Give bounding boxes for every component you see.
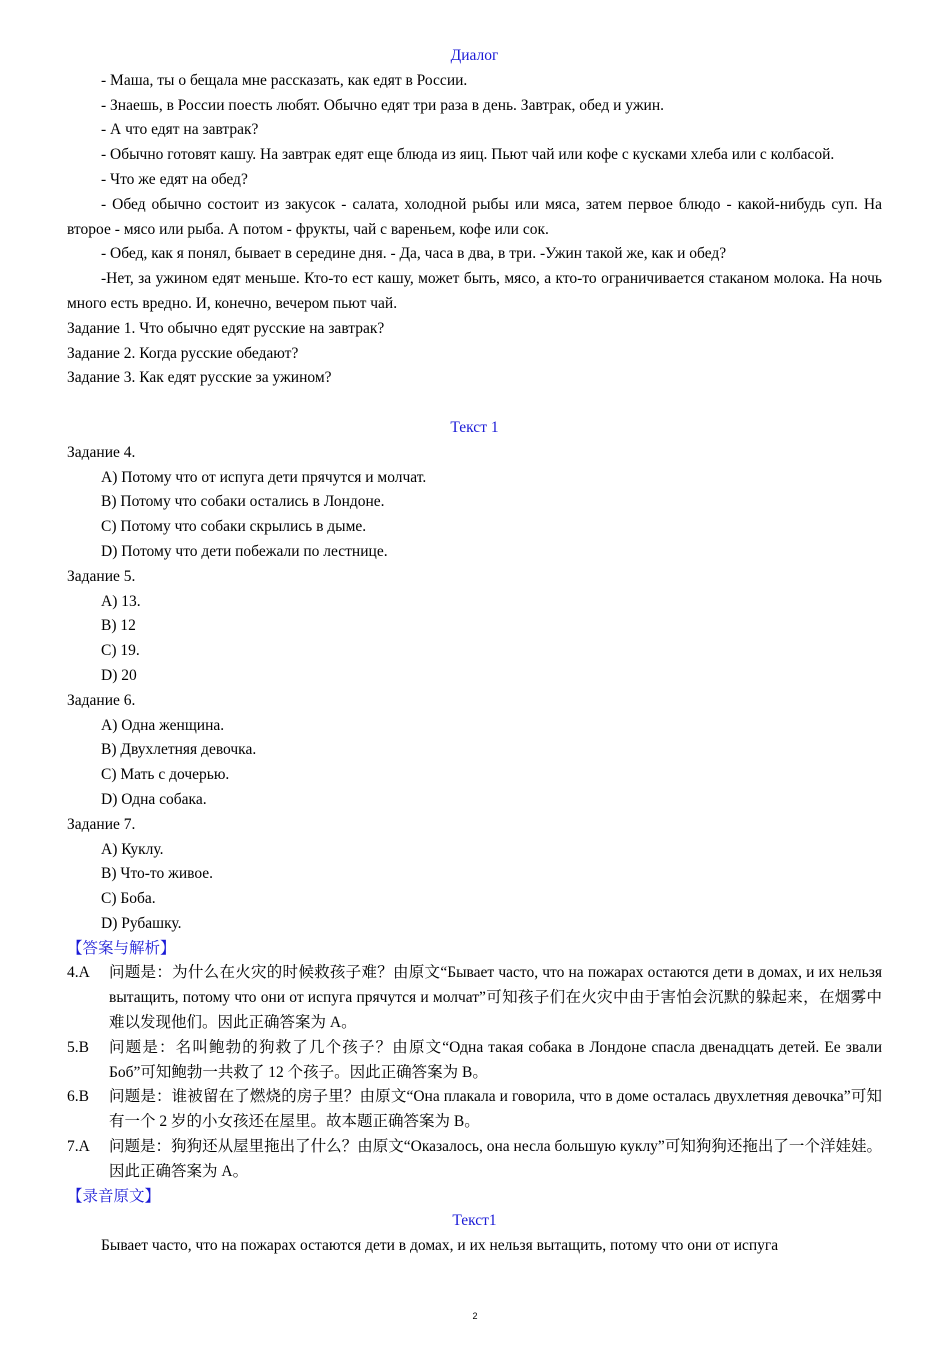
dialog-line: - Обед обычно состоит из закусок - салата, холодной рыбы или мяса, затем первое блюдо - какой-нибудь суп. На второе - мясо или рыба. А потом - фрукты, чай с вареньем, кофе или сок.: [67, 195, 882, 238]
question-option: B) Двухлетняя девочка.: [101, 741, 257, 759]
question-option: A) 13.: [101, 592, 141, 610]
answer-number: 4.A: [67, 964, 90, 982]
answer-number: 5.B: [67, 1038, 89, 1056]
answer-number: 7.A: [67, 1138, 90, 1156]
answer-number: 6.B: [67, 1088, 89, 1106]
answer-explanation: 问题是：为什么在火灾的时候救孩子难？由原文“Бывает часто, что на пожарах остаются дети в домах, и их нельзя вытащить, потому что они от испуга прячутся и молчат”可知孩子们在火灾中由于害怕会沉默的躲起来，在烟雾中难以发现他们。因此正确答案为 A。: [109, 964, 882, 1032]
question-option: A) Одна женщина.: [101, 716, 225, 734]
answer-item: [67, 1036, 882, 1086]
document-page: [67, 44, 882, 1259]
dialog-task: Задание 1. Что обычно едят русские на завтрак?: [67, 319, 385, 337]
answer-explanation: 问题是：谁被留在了燃烧的房子里？由原文“Она плакала и говорила, что в доме осталась двухлетняя девочка”可知有一个 2 岁的小女孩还在屋里。故本题正确答案为 B。: [109, 1088, 882, 1131]
dialog-line: - Что же едят на обед?: [101, 170, 248, 188]
question-option: B) Что-то живое.: [101, 865, 214, 883]
dialog-line: - Обед, как я понял, бывает в середине дня. - Да, часа в два, в три. -Ужин такой же, как и обед?: [101, 245, 727, 263]
question-option: B) 12: [101, 617, 136, 635]
question-option: D) Рубашку.: [101, 914, 182, 932]
dialog-line: - Маша, ты о бещала мне рассказать, как едят в России.: [101, 71, 468, 89]
transcript-heading: 【录音原文】: [67, 1187, 161, 1205]
dialog-title: Диалог: [450, 47, 499, 64]
question-option: B) Потому что собаки остались в Лондоне.: [101, 493, 385, 511]
answer-explanation: 问题是：狗狗还从屋里拖出了什么？由原文“Оказалось, она несла большую куклу”可知狗狗还拖出了一个洋娃娃。因此正确答案为 A。: [109, 1138, 882, 1180]
answers-heading: 【答案与解析】: [67, 939, 176, 957]
spacer: [67, 391, 882, 416]
answer-item: [67, 1135, 882, 1185]
dialog-line: - Знаешь, в России поесть любят. Обычно едят три раза в день. Завтрак, обед и ужин.: [101, 96, 665, 114]
question-option: C) Мать с дочерью.: [101, 766, 230, 784]
question-option: A) Потому что от испуга дети прячутся и молчат.: [101, 468, 427, 486]
dialog-task: Задание 3. Как едят русские за ужином?: [67, 369, 332, 387]
question-label: Задание 5.: [67, 567, 136, 585]
dialog-line: - А что едят на завтрак?: [101, 121, 259, 139]
question-label: Задание 7.: [67, 815, 136, 833]
dialog-line: - Обычно готовят кашу. На завтрак едят еще блюда из яиц. Пьют чай или кофе с кусками хлеба или с колбасой.: [101, 146, 835, 164]
answer-item: [67, 1085, 882, 1135]
page-number: 2: [472, 1311, 478, 1321]
dialog-line: -Нет, за ужином едят меньше. Кто-то ест кашу, может быть, мясо, а кто-то ограничивается стаканом молока. На ночь много есть вредно. И, конечно, вечером пьют чай.: [67, 270, 882, 312]
question-label: Задание 6.: [67, 691, 136, 709]
question-option: C) 19.: [101, 642, 140, 660]
question-option: C) Боба.: [101, 890, 156, 908]
dialog-task: Задание 2. Когда русские обедают?: [67, 344, 299, 362]
question-option: D) Потому что дети побежали по лестнице.: [101, 542, 388, 560]
text1-title: Текст 1: [450, 418, 499, 436]
transcript-title: Текст1: [452, 1212, 497, 1230]
answer-explanation: 问题是：名叫鲍勃的狗救了几个孩子？由原文“Одна такая собака в Лондоне спасла двенадцать детей. Ее звали Боб”可知鲍勃一共救了 12 个孩子。因此正确答案为 B。: [109, 1038, 882, 1081]
question-option: D) 20: [101, 666, 137, 684]
question-option: D) Одна собака.: [101, 790, 207, 808]
transcript-line: Бывает часто, что на пожарах остаются дети в домах, и их нельзя вытащить, потому что они от испуга: [101, 1237, 779, 1255]
question-label: Задание 4.: [67, 443, 136, 461]
question-option: A) Куклу.: [101, 840, 164, 858]
question-option: C) Потому что собаки скрылись в дыме.: [101, 518, 367, 536]
answer-item: [67, 961, 882, 1035]
